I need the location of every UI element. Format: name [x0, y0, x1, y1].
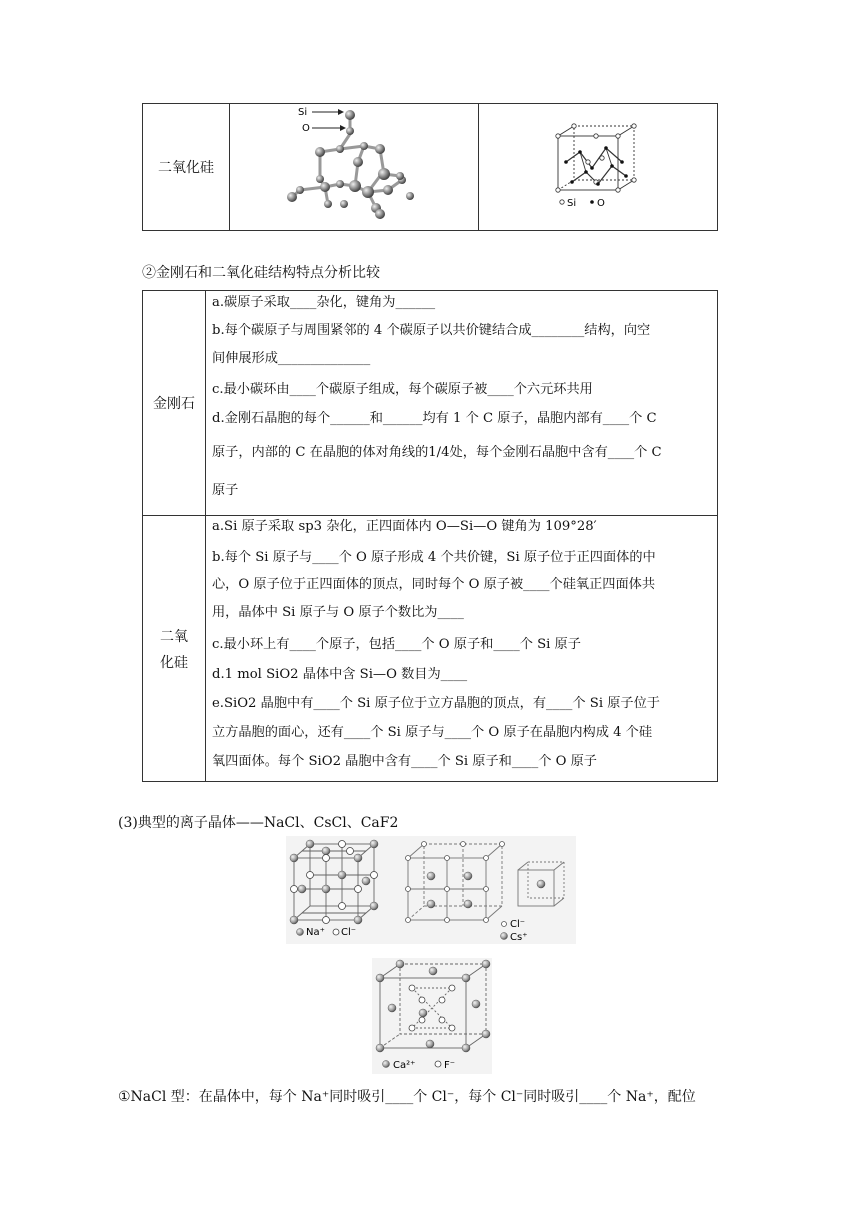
caf2-figure [372, 958, 492, 1074]
silica-line-a: a.Si 原子采取 sp3 杂化，正四面体内 O—Si—O 键角为 109°28′ [212, 519, 597, 534]
section-2-title: ②金刚石和二氧化硅结构特点分析比较 [142, 265, 380, 281]
cscl-legend-cs: Cs⁺ [510, 932, 528, 943]
silica-line-b3: 用，晶体中 Si 原子与 O 原子个数比为____ [212, 605, 464, 620]
diamond-line-b: b.每个碳原子与周围紧邻的 4 个碳原子以共价键结合成________结构，向空 [212, 323, 651, 338]
caf2-legend-ca: Ca²⁺ [393, 1060, 416, 1071]
o-label: O [302, 123, 310, 134]
silica-line-e2: 立方晶胞的面心，还有____个 Si 原子与____个 O 原子在晶胞内构成 4 个硅 [212, 725, 653, 740]
nacl-legend-na: Na⁺ [306, 927, 325, 938]
silica-line-b2: 心，O 原子位于正四面体的顶点，同时每个 O 原子被____个硅氧正四面体共 [212, 577, 656, 592]
caf2-legend-f: F⁻ [444, 1060, 456, 1071]
nacl-legend-cl: Cl⁻ [341, 927, 357, 938]
silica-line-e: e.SiO2 晶胞中有____个 Si 原子位于立方晶胞的顶点，有____个 Si 原子位于 [212, 696, 660, 711]
section-3-title: (3)典型的离子晶体——NaCl、CsCl、CaF2 [118, 815, 399, 831]
nacl-cscl-figures [286, 836, 576, 944]
diamond-line-d2: 原子，内部的 C 在晶胞的体对角线的1/4处，每个金刚石晶胞中含有____个 C [212, 445, 662, 460]
cscl-legend-cl: Cl⁻ [510, 919, 526, 930]
silica-line-e3: 氧四面体。每个 SiO2 晶胞中含有____个 Si 原子和____个 O 原子 [212, 754, 597, 769]
legend-si: Si [567, 198, 577, 209]
nacl-paragraph: ①NaCl 型：在晶体中，每个 Na⁺同时吸引____个 Cl⁻，每个 Cl⁻同时吸引____个 Na⁺，配位 [118, 1089, 696, 1105]
diamond-line-c: c.最小碳环由____个碳原子组成，每个碳原子被____个六元环共用 [212, 382, 593, 397]
diamond-label: 金刚石 [143, 291, 206, 516]
diamond-line-d: d.金刚石晶胞的每个______和______均有 1 个 C 原子，晶胞内部有____个 C [212, 411, 657, 426]
silica-line-c: c.最小环上有____个原子，包括____个 O 原子和____个 Si 原子 [212, 637, 581, 652]
sio2-row-label: 二氧化硅 [143, 104, 230, 231]
sio2-unit-cell-diagram [552, 122, 642, 214]
diamond-line-b2: 间伸展形成______________ [212, 351, 371, 366]
si-label: Si [298, 107, 308, 118]
diamond-line-d3: 原子 [212, 483, 239, 498]
silica-line-d: d.1 mol SiO2 晶体中含 Si—O 数目为____ [212, 667, 468, 682]
legend-o: O [597, 198, 605, 209]
silica-label: 二氧 化硅 [143, 516, 206, 782]
silica-line-b: b.每个 Si 原子与____个 O 原子形成 4 个共价键，Si 原子位于正四面体的中 [212, 550, 656, 565]
diamond-line-a: a.碳原子采取____杂化，键角为______ [212, 295, 436, 310]
sio2-network-diagram [280, 104, 430, 228]
